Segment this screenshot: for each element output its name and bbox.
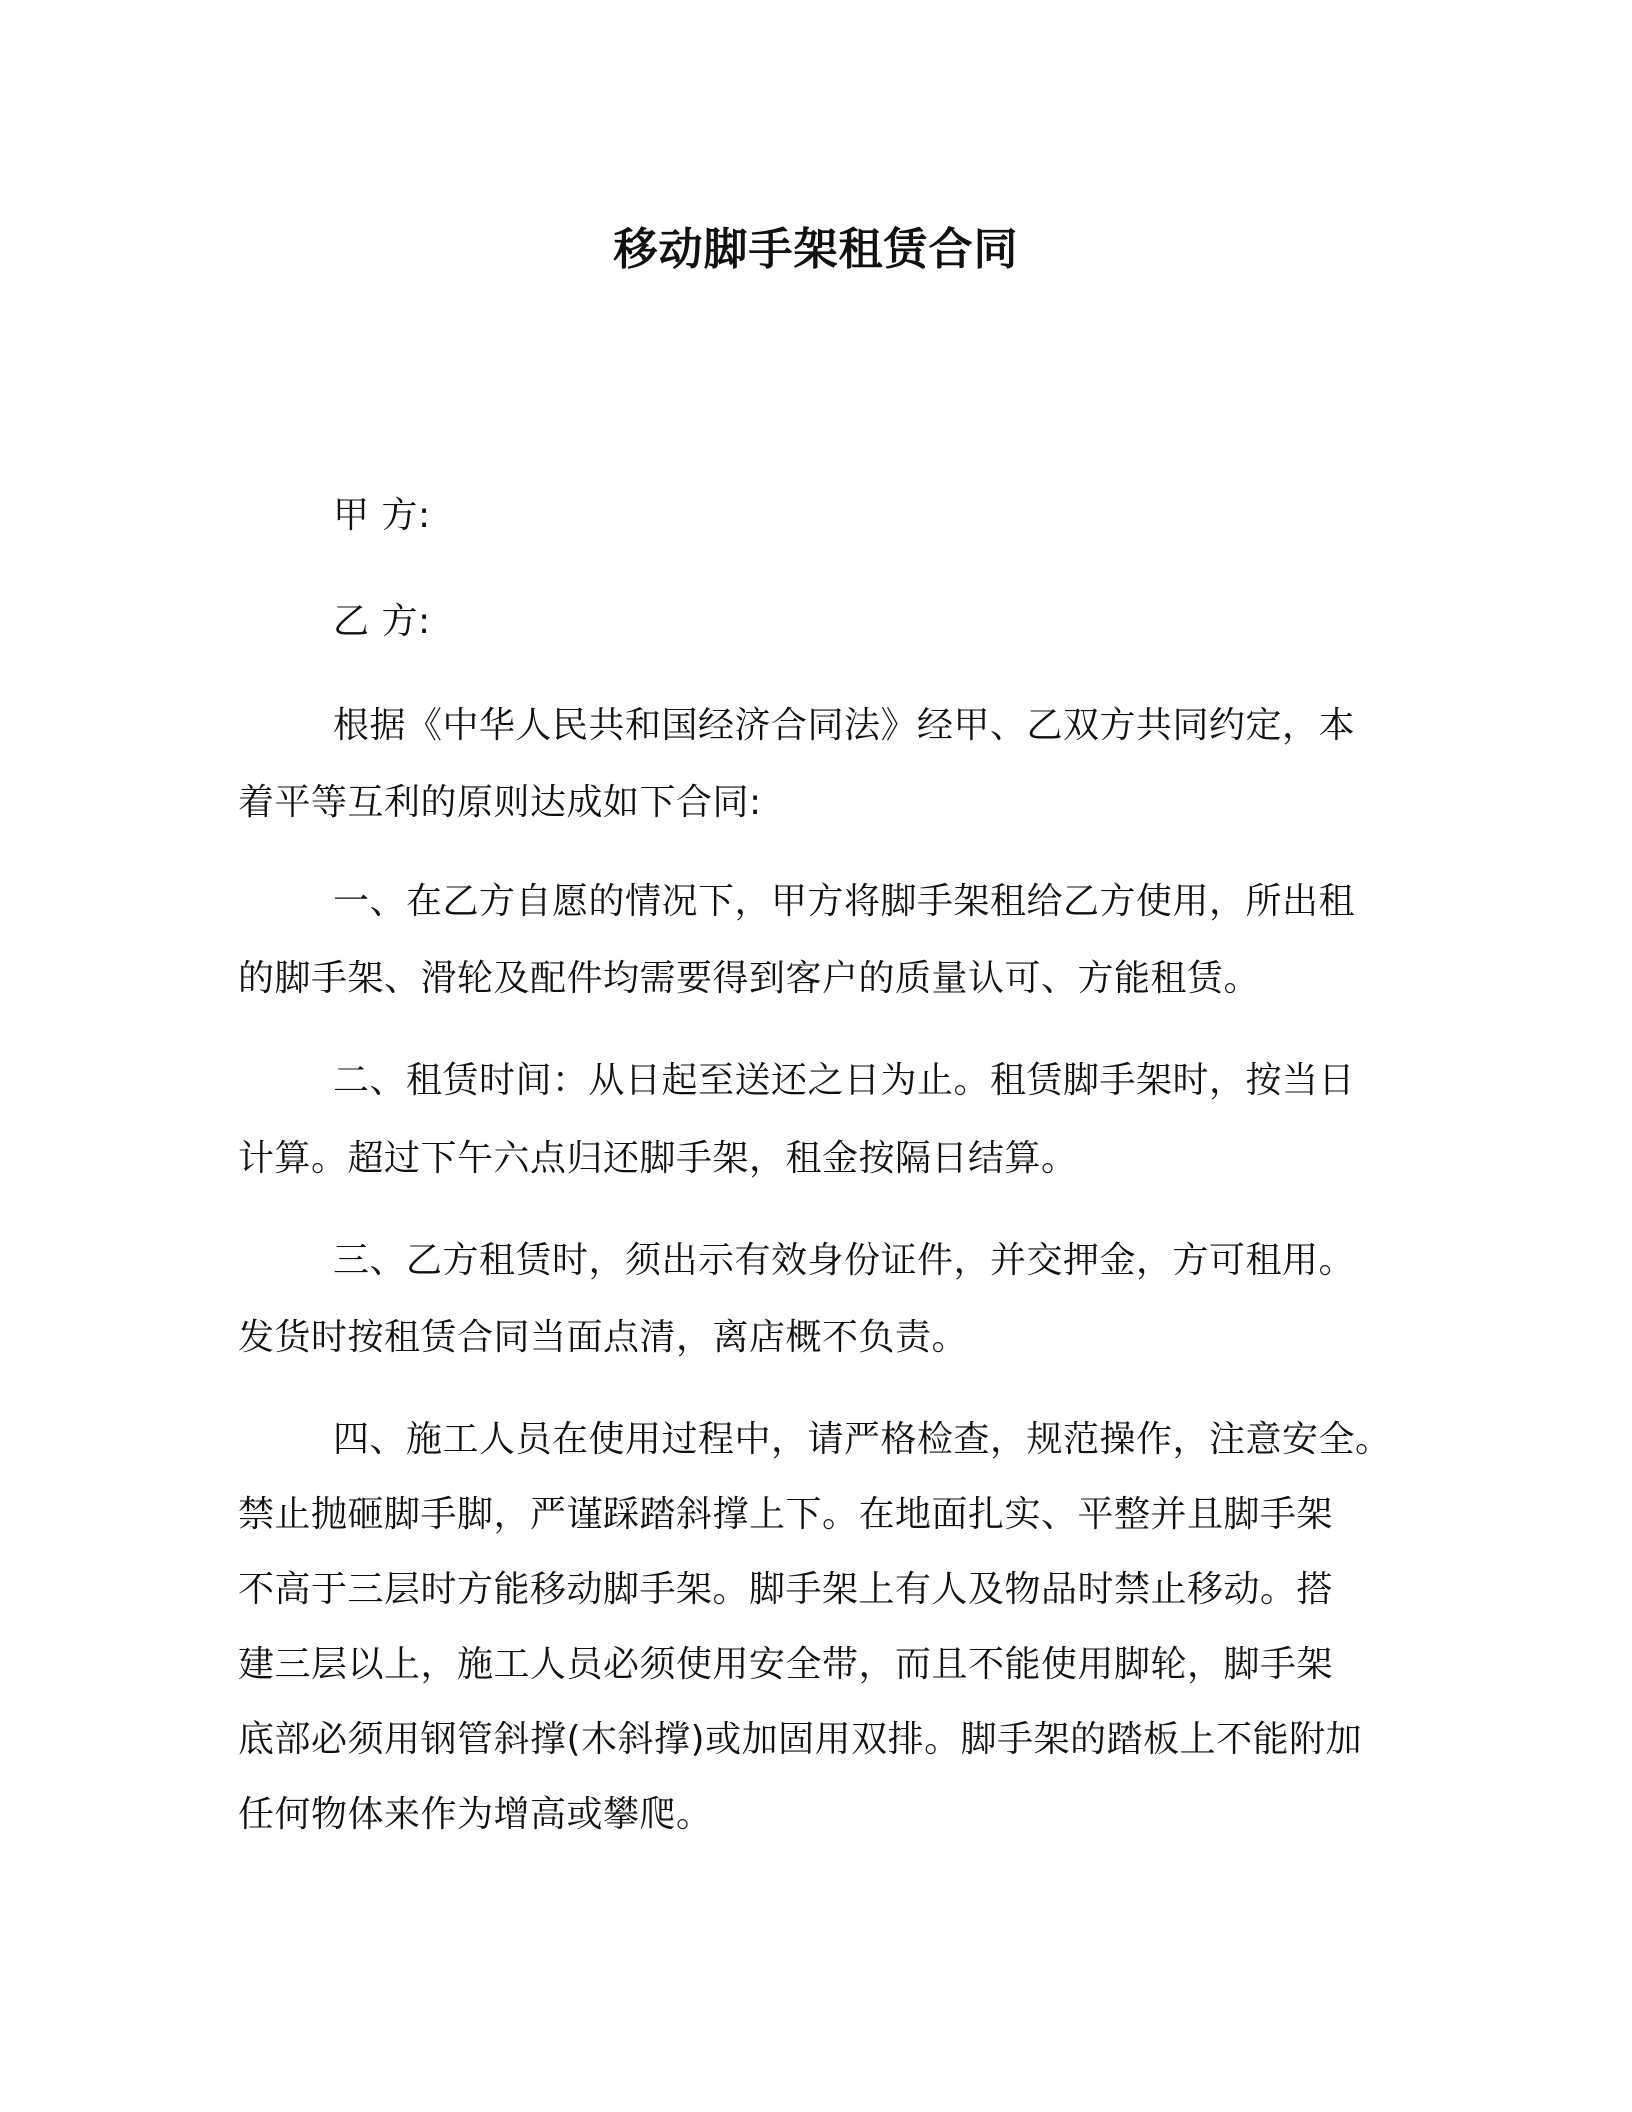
clause4-line-1: 四、施工人员在使用过程中，请严格检查，规范操作，注意安全。 (333, 1419, 1392, 1460)
clause4-line-6: 任何物体来作为增高或攀爬。 (238, 1794, 713, 1835)
clause3-line-2: 发货时按租赁合同当面点清，离店概不负责。 (238, 1317, 969, 1358)
clause4-line-2: 禁止抛砸脚手脚，严谨踩踏斜撑上下。在地面扎实、平整并且脚手架 (238, 1494, 1334, 1535)
clause4-line-3: 不高于三层时方能移动脚手架。脚手架上有人及物品时禁止移动。搭 (238, 1569, 1334, 1610)
clause4-line-5: 底部必须用钢管斜撑(木斜撑)或加固用双排。脚手架的踏板上不能附加 (238, 1719, 1363, 1760)
preamble-line-2: 着平等互利的原则达成如下合同: (238, 782, 762, 823)
preamble-line-1: 根据《中华人民共和国经济合同法》经甲、乙双方共同约定，本 (333, 705, 1356, 746)
clause4-line-4: 建三层以上，施工人员必须使用安全带，而且不能使用脚轮，脚手架 (238, 1644, 1334, 1685)
clause1-line-2: 的脚手架、滑轮及配件均需要得到客户的质量认可、方能租赁。 (238, 958, 1261, 999)
clause3-line-1: 三、乙方租赁时，须出示有效身份证件，并交押金，方可租用。 (333, 1240, 1356, 1281)
party-b-label: 乙 方: (333, 601, 431, 642)
document-title: 移动脚手架租赁合同 (613, 224, 1019, 275)
clause2-line-1: 二、租赁时间：从日起至送还之日为止。租赁脚手架时，按当日 (333, 1060, 1356, 1101)
clause2-line-2: 计算。超过下午六点归还脚手架，租金按隔日结算。 (238, 1138, 1078, 1179)
clause1-line-1: 一、在乙方自愿的情况下，甲方将脚手架租给乙方使用，所出租 (333, 881, 1356, 922)
party-a-label: 甲 方: (333, 495, 431, 536)
